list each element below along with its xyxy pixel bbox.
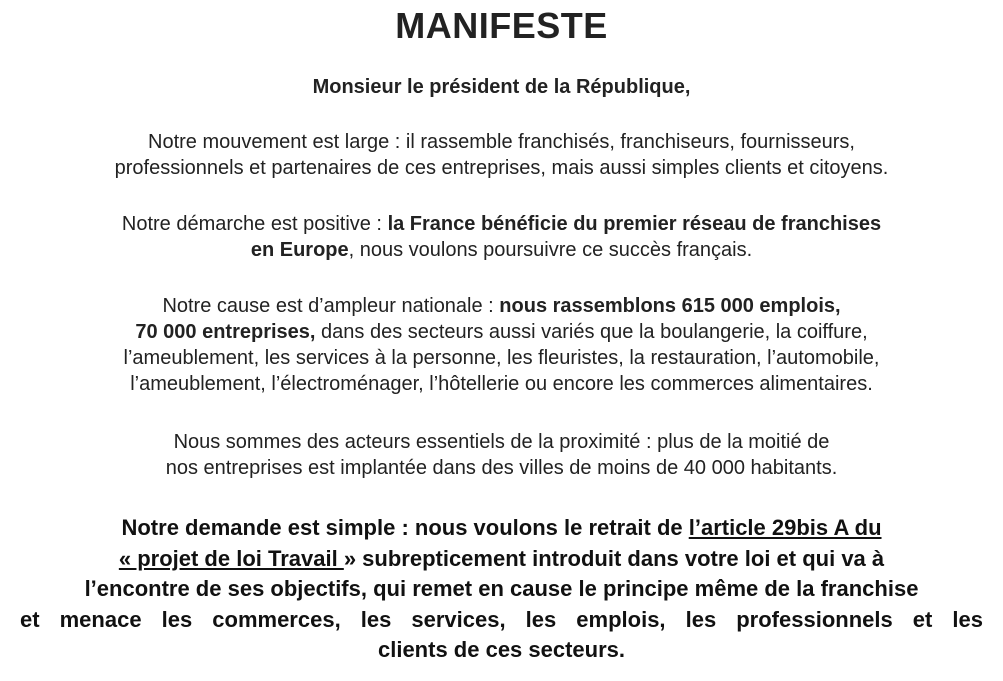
paragraph-demand-line-2: [20, 544, 983, 575]
paragraph-demand-line-5: clients de ces secteurs.: [377, 637, 626, 662]
paragraph-movement: [0, 129, 1003, 181]
demand-text-2: » subrepticement introduit dans votre loi et qui va à: [343, 545, 885, 571]
cause-jobs-highlight: nous rassemblons 615 000 emplois,: [499, 295, 841, 317]
paragraph-approach-line-2: [0, 237, 1003, 263]
paragraph-cause-line-3: l’ameublement, les services à la personne, les fleuristes, la restauration, l’automobile,: [123, 347, 880, 369]
paragraph-proximity-line-1: Nous sommes des acteurs essentiels de la proximité : plus de la moitié de: [173, 431, 830, 453]
paragraph-movement-line-1: Notre mouvement est large : il rassemble franchisés, franchiseurs, fournisseurs,: [148, 131, 855, 153]
approach-text: Notre démarche est positive :: [121, 213, 388, 235]
cause-companies-highlight: 70 000 entreprises,: [135, 321, 316, 343]
paragraph-proximity-line-2: nos entreprises est implantée dans des villes de moins de 40 000 habitants.: [165, 457, 838, 479]
cause-sectors-text: dans des secteurs aussi variés que la boulangerie, la coiffure,: [315, 321, 868, 343]
paragraph-movement-line-2: professionnels et partenaires de ces entreprises, mais aussi simples clients et citoyens.: [114, 157, 889, 179]
paragraph-approach: [0, 211, 1003, 263]
paragraph-cause-line-4: l’ameublement, l’électroménager, l’hôtellerie ou encore les commerces alimentaires.: [130, 373, 873, 395]
law-project-link[interactable]: « projet de loi Travail: [118, 545, 344, 571]
paragraph-proximity: [0, 429, 1003, 481]
salutation: Monsieur le président de la République,: [312, 76, 691, 98]
paragraph-demand-line-4: et menace les commerces, les services, les emplois, les professionnels et les: [20, 606, 983, 632]
paragraph-approach-line-1: [0, 211, 1003, 237]
page-title: MANIFESTE: [395, 5, 608, 46]
paragraph-cause: [0, 293, 1003, 397]
article-link[interactable]: l’article 29bis A du: [688, 515, 882, 540]
paragraph-demand-line-1: [20, 513, 983, 544]
paragraph-cause-line-2: [0, 319, 1003, 345]
cause-text: Notre cause est d’ampleur nationale :: [162, 295, 500, 317]
demand-text: Notre demande est simple : nous voulons le retrait de: [121, 515, 689, 540]
approach-highlight: la France bénéficie du premier réseau de franchises: [387, 213, 882, 235]
paragraph-cause-line-1: [0, 293, 1003, 319]
paragraph-demand: [20, 513, 983, 666]
approach-text-end: , nous voulons poursuivre ce succès français.: [348, 239, 753, 261]
paragraph-demand-line-3: l’encontre de ses objectifs, qui remet en cause le principe même de la franchise: [84, 576, 919, 601]
approach-highlight-end: en Europe: [250, 239, 349, 261]
